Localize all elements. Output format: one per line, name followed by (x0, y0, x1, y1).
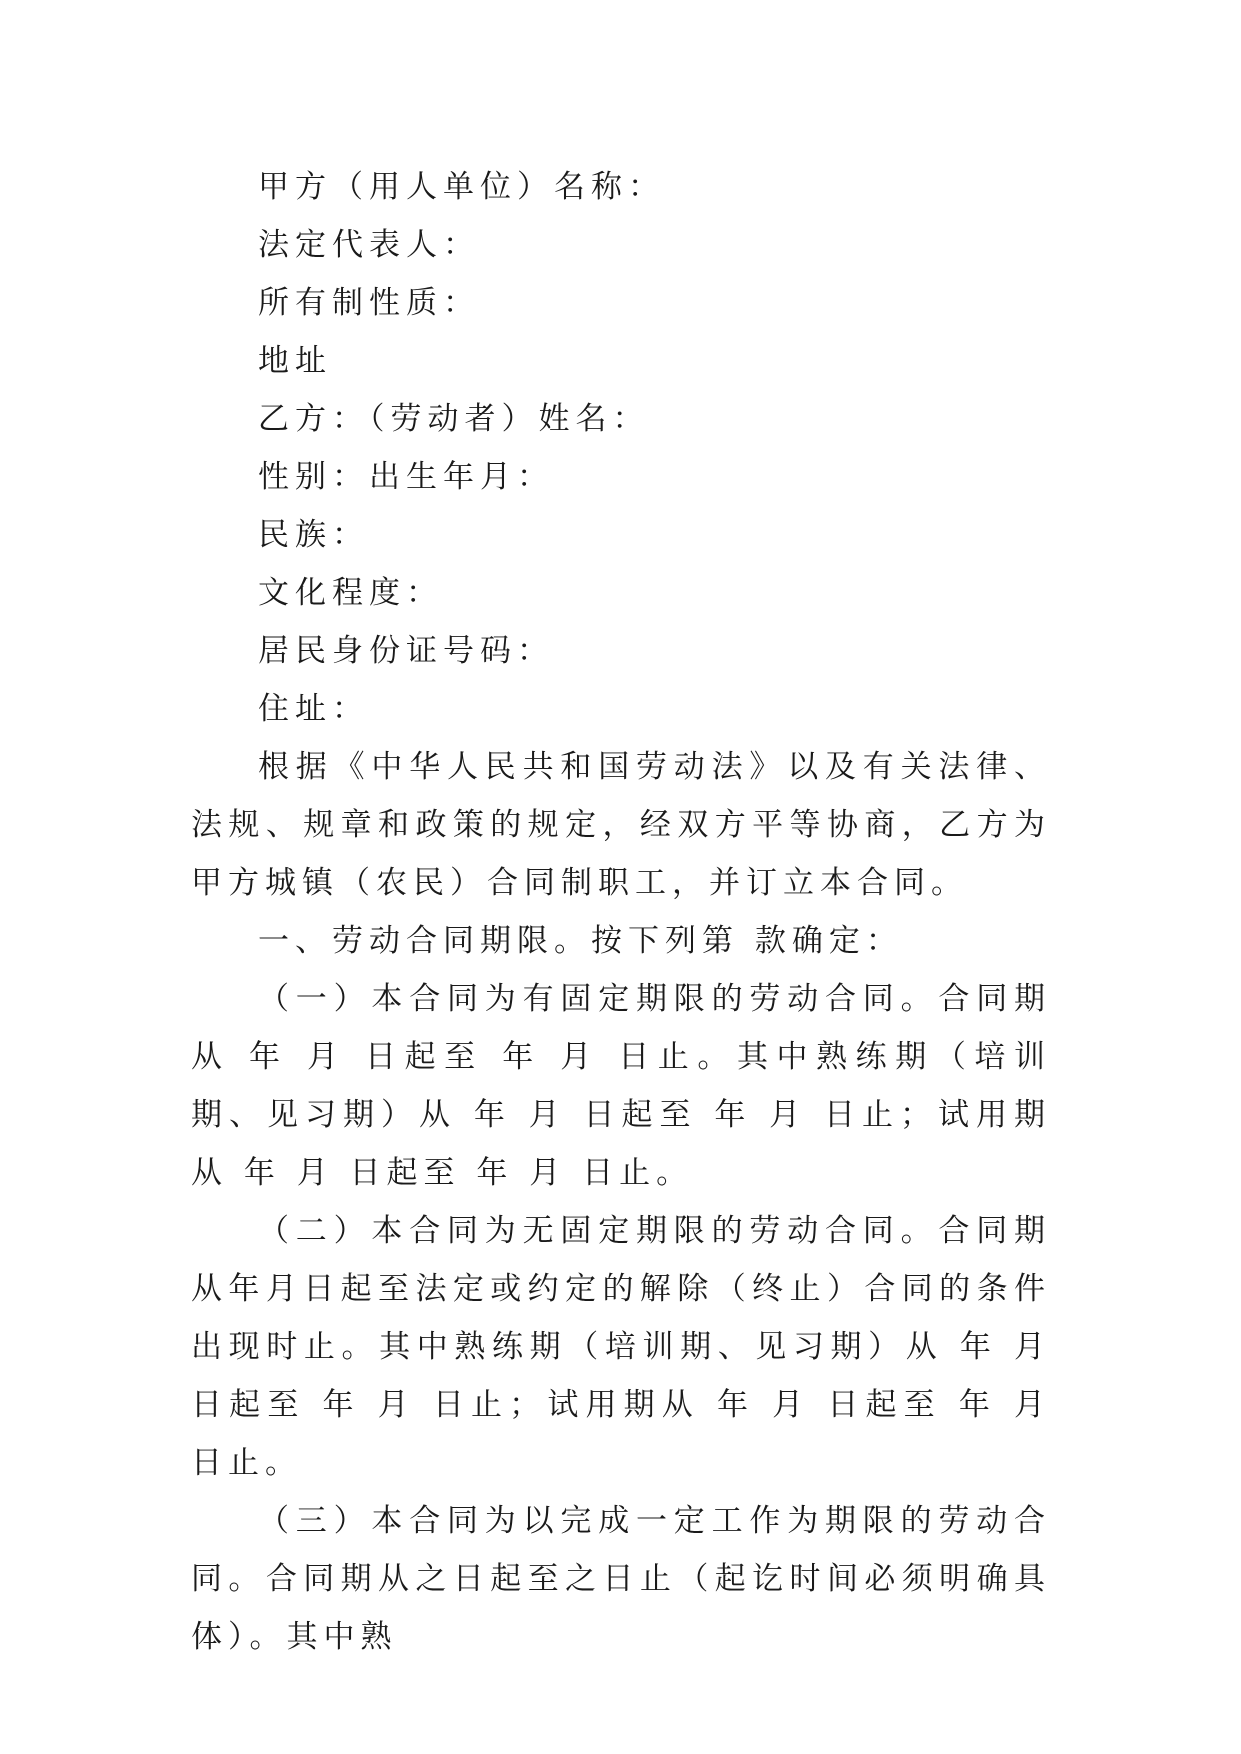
clause-open-ended: （二）本合同为无固定期限的劳动合同。合同期从年月日起至法定或约定的解除（终止）合同的条件出现时止。其中熟练期（培训期、见习期）从 年 月 日起至 年 月 日止；试用期从 年 月 日起至 年 月 日止。 (191, 1213, 1051, 1481)
employee-address-field: 住址： (258, 691, 369, 727)
id-number-field: 居民身份证号码： (258, 633, 554, 669)
clause-task-based: （三）本合同为以完成一定工作为期限的劳动合同。合同期从之日起至之日止（起讫时间必须明确具体）。其中熟 (191, 1503, 1051, 1655)
legal-representative-field: 法定代表人： (258, 227, 480, 263)
education-field: 文化程度： (258, 575, 443, 611)
ownership-type-field: 所有制性质： (258, 285, 480, 321)
preamble-paragraph: 根据《中华人民共和国劳动法》以及有关法律、法规、规章和政策的规定，经双方平等协商，乙方为甲方城镇（农民）合同制职工，并订立本合同。 (191, 749, 1051, 901)
employee-name-field: 乙方：（劳动者）姓名： (258, 401, 650, 437)
gender-birthdate-field: 性别：出生年月： (258, 459, 554, 495)
ethnicity-field: 民族： (258, 517, 369, 553)
clause-fixed-term: （一）本合同为有固定期限的劳动合同。合同期从 年 月 日起至 年 月 日止。其中熟练期（培训期、见习期）从 年 月 日起至 年 月 日止；试用期从 年 月 日起至 年 月 日止。 (191, 981, 1051, 1191)
contract-body (191, 158, 1051, 1666)
employer-address-field: 地址 (258, 343, 332, 379)
employer-name-field: 甲方（用人单位）名称： (258, 169, 665, 205)
section-1-heading: 一、劳动合同期限。按下列第 款确定： (258, 923, 903, 959)
